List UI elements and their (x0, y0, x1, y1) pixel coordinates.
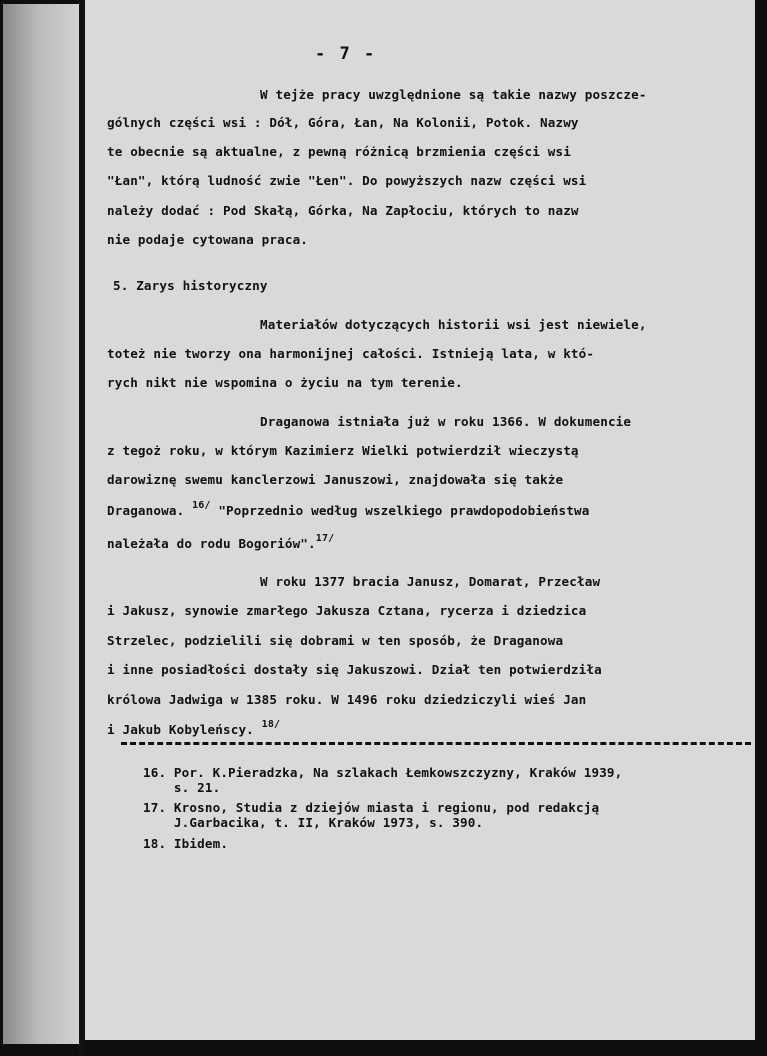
footnote-line: s. 21. (143, 780, 221, 795)
document-page (85, 0, 755, 1040)
paragraph1-line: "Łan", którą ludność zwie "Łen". Do powyższych nazw części wsi (107, 173, 587, 188)
paragraph2-line: rych nikt nie wspomina o życiu na tym terenie. (107, 375, 463, 390)
paragraph2-line: Materiałów dotyczących historii wsi jest niewiele, (260, 317, 647, 332)
paragraph1-line: należy dodać : Pod Skałą, Górka, Na Zapłociu, których to nazw (107, 203, 579, 218)
paragraph4-line: i inne posiadłości dostały się Jakuszowi. Dział ten potwierdziła (107, 662, 602, 677)
footnote-line: 16. Por. K.Pieradzka, Na szlakach Łemkowszczyzny, Kraków 1939, (143, 765, 623, 780)
paragraph4-text: i Jakub Kobyleńscy. (107, 722, 254, 737)
footnote-line: J.Garbacika, t. II, Kraków 1973, s. 390. (143, 815, 484, 830)
paragraph3-line: z tegoż roku, w którym Kazimierz Wielki potwierdził wieczystą (107, 443, 579, 458)
paragraph4-line: Strzelec, podzielili się dobrami w ten sposób, że Draganowa (107, 633, 564, 648)
paragraph4-line (107, 719, 281, 737)
paragraph2-line: toteż nie tworzy ona harmonijnej całości. Istnieją lata, w któ- (107, 346, 595, 361)
paragraph3-line (107, 533, 335, 551)
footnote-separator (121, 742, 751, 745)
paragraph4-line: i Jakusz, synowie zmarłego Jakusza Cztana, rycerza i dziedzica (107, 603, 587, 618)
footnote-ref-18: 18/ (261, 719, 281, 730)
paragraph1-line: gólnych części wsi : Dół, Góra, Łan, Na Kolonii, Potok. Nazwy (107, 115, 579, 130)
footnote-ref-16: 16/ (192, 500, 211, 511)
footnote-ref-17: 17/ (315, 533, 335, 544)
section-heading: 5. Zarys historyczny (113, 278, 268, 293)
paragraph1-line: nie podaje cytowana praca. (107, 232, 309, 247)
paragraph3-text: Draganowa. (107, 503, 185, 518)
paragraph1-line: te obecnie są aktualne, z pewną różnicą brzmienia części wsi (107, 144, 571, 159)
paragraph4-line: królowa Jadwiga w 1385 roku. W 1496 roku dziedziczyli wieś Jan (107, 692, 587, 707)
paragraph3-line: Draganowa istniała już w roku 1366. W dokumencie (260, 414, 632, 429)
paragraph1-line: W tejże pracy uwzględnione są takie nazwy poszcze- (260, 87, 647, 102)
previous-page-edge (3, 4, 79, 1044)
footnote-line: 18. Ibidem. (143, 836, 229, 851)
paragraph3-line: darowiznę swemu kanclerzowi Januszowi, znajdowała się także (107, 472, 564, 487)
paragraph3-text: "Poprzednio według wszelkiego prawdopodobieństwa (218, 503, 590, 518)
footnote-line: 17. Krosno, Studia z dziejów miasta i regionu, pod redakcją (143, 800, 600, 815)
page-number: - 7 - (315, 44, 377, 64)
paragraph3-line (107, 500, 590, 518)
paragraph3-text: należała do rodu Bogoriów". (107, 536, 316, 551)
paragraph4-line: W roku 1377 bracia Janusz, Domarat, Przecław (260, 574, 601, 589)
